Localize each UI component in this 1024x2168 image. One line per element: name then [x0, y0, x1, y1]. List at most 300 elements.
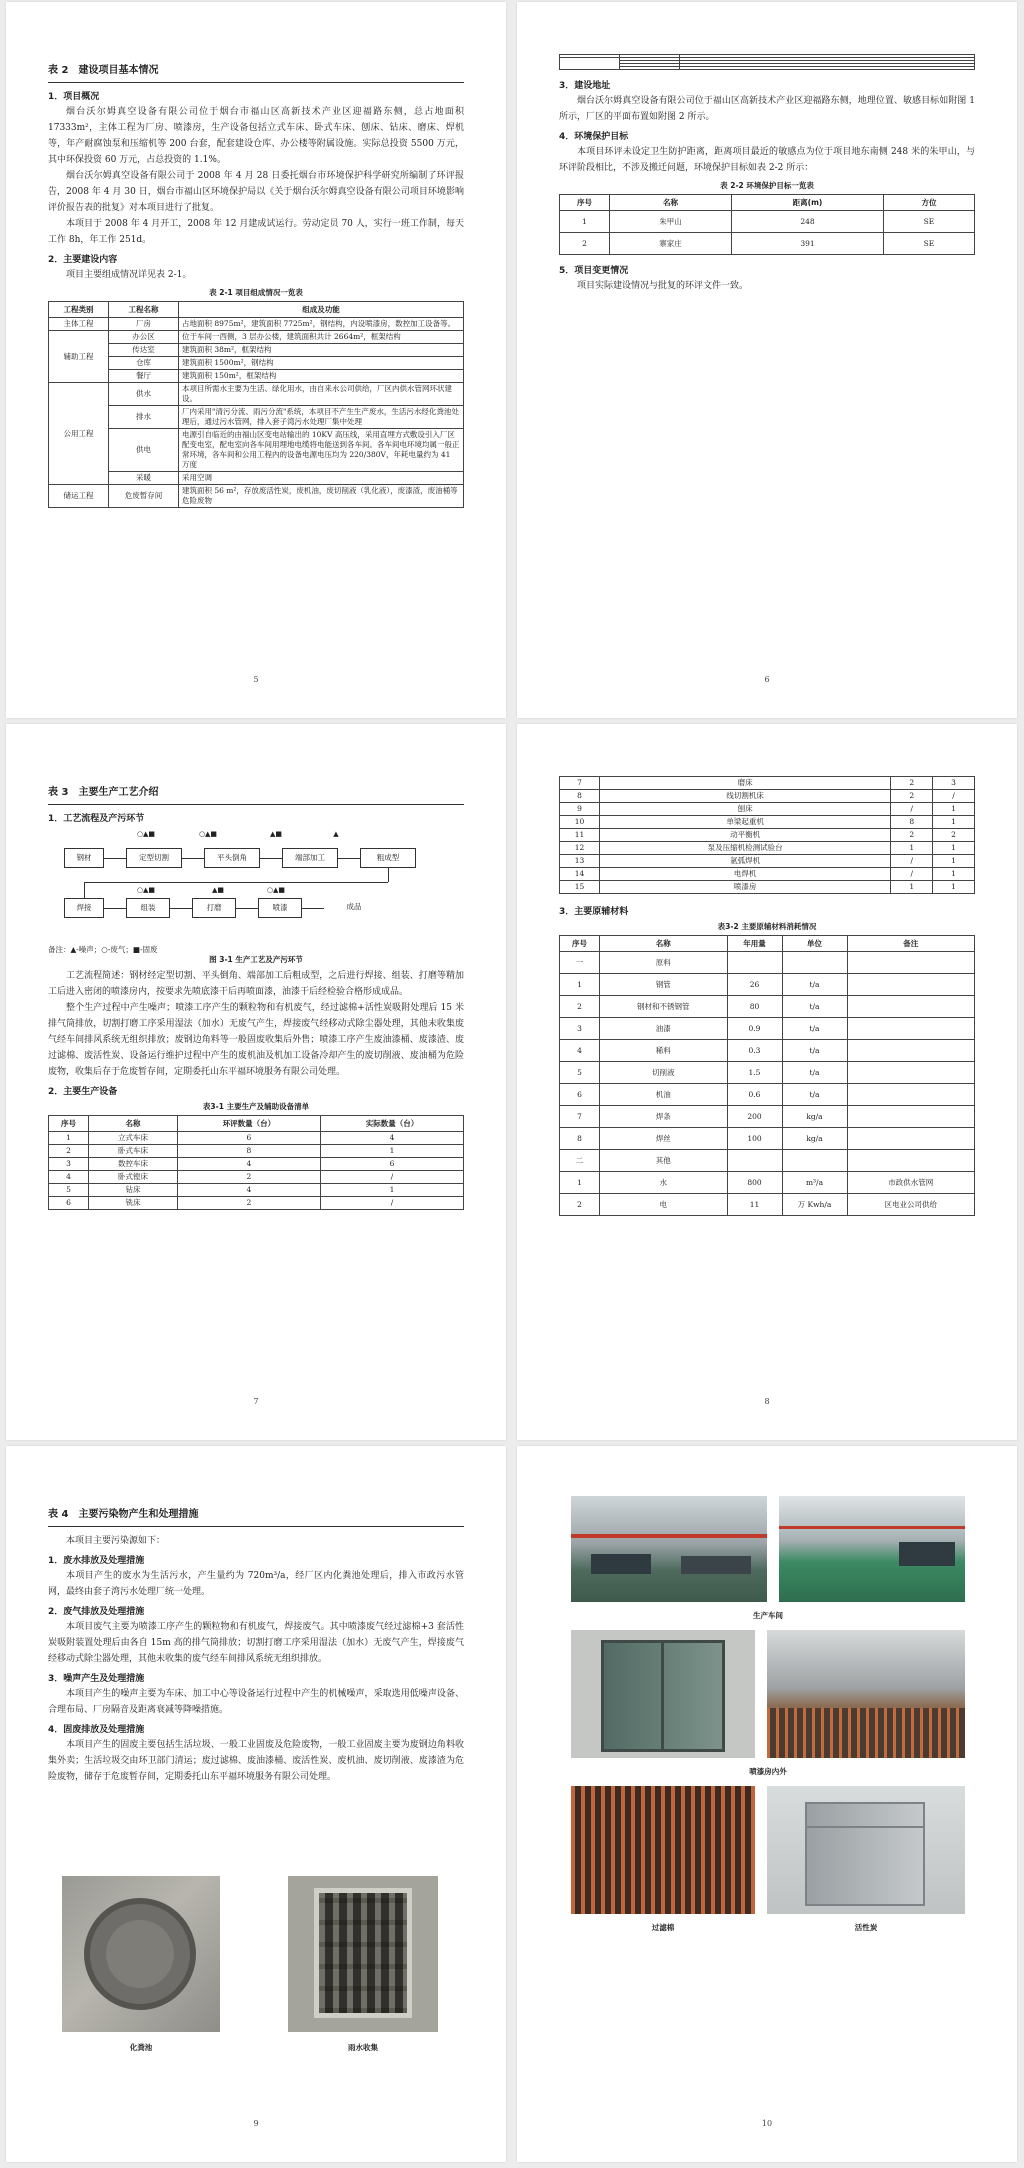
- cell: 市政供水管网: [847, 1172, 975, 1194]
- cell: 11: [560, 829, 600, 842]
- cell: 电焊机: [600, 868, 891, 881]
- flow-step: 粗成型: [360, 848, 416, 868]
- table-header-row: [49, 302, 464, 318]
- table-caption: 表 2-2 环境保护目标一览表: [720, 181, 814, 190]
- cell: 1: [933, 816, 975, 829]
- cell: [847, 1150, 975, 1172]
- table-row: [560, 1084, 975, 1106]
- flow-step: 打磨: [192, 898, 236, 918]
- cell: 电: [600, 1194, 728, 1216]
- table-header-row: [49, 1116, 464, 1132]
- cell: 钻床: [89, 1184, 178, 1197]
- table-row: [49, 344, 464, 357]
- cell: 油漆: [600, 1018, 728, 1040]
- desc-cell: 本项目所需水主要为生活、绿化用水，由自来水公司供给，厂区内供水管网环状建设。: [179, 383, 464, 406]
- cell: 13: [560, 855, 600, 868]
- table-row: [560, 974, 975, 996]
- cell: /: [891, 855, 933, 868]
- page-9-content: [48, 1502, 464, 1785]
- table-row: [560, 790, 975, 803]
- pollution-marker: ○▲■: [136, 886, 156, 894]
- desc-cell: 建筑面积 38m²，框架结构: [179, 344, 464, 357]
- cell: 一: [560, 952, 600, 974]
- cell: 其他: [600, 1150, 728, 1172]
- table-row: [560, 881, 975, 894]
- paragraph: 工艺流程简述：钢材经定型切割、平头倒角、端部加工后粗成型，之后进行焊接、组装、打磨等精加工后进入密闭的喷漆房内，按要求先喷底漆干后再喷面漆，油漆干后经检验合格形成成品。: [48, 971, 464, 997]
- table-row: [560, 1172, 975, 1194]
- paragraph: 烟台沃尔姆真空设备有限公司位于烟台市福山区高新技术产业区迎福路东侧，总占地面积 17333m²，主体工程为厂房、喷漆房，生产设备包括立式车床、卧式车床、刨床、钻床、磨床、焊机等，年产耐腐蚀泵和压缩机等 200 台套，配套建设仓库、办公楼等附属设施。实际总投资 5500 万元，其中环保投资 60 万元，占总投资的 1.1%。: [48, 107, 464, 165]
- cell: 2: [560, 1194, 600, 1216]
- cell: /: [320, 1197, 463, 1210]
- crane-rail-shape: [571, 1534, 767, 1538]
- paragraph: 整个生产过程中产生噪声；喷漆工序产生的颗粒物和有机废气，经过滤棉+活性炭吸附处理后 15 米排气筒排放，切割打磨工序采用湿法（加水）无废气产生，焊接废气经移动式除尘器处理，其他未收集废气经车间排风系统无组织排放；废钢边角料等一般固废收集后外售；喷漆工序产生废油漆桶、废漆渣、废过滤棉、废活性炭、设备运行维护过程中产生的废机油及机加工设备冷却产生的废切削液、废油桶为危险废物，收集后存于危废暂存间，定期委托山东平福环境服务有限公司处理。: [48, 1003, 464, 1077]
- table-4-heading: 表 4 主要污染物产生和处理措施: [48, 1509, 199, 1520]
- flow-arrow: [260, 858, 282, 859]
- table-caption: 表3-1 主要生产及辅助设备清单: [202, 1102, 310, 1111]
- cell: t/a: [782, 1084, 847, 1106]
- flow-step: 组装: [126, 898, 170, 918]
- pollution-marker: ○▲■: [136, 830, 156, 838]
- flow-step: 平头倒角: [204, 848, 260, 868]
- page-number: 6: [764, 675, 770, 684]
- cell: 9: [560, 803, 600, 816]
- desc-cell: 建筑面积 56 m²，存放废活性炭，废机油，废切削液（乳化液），废漆渣，废油桶等危险废物: [179, 485, 464, 508]
- cell: 二: [560, 1150, 600, 1172]
- table-row: [560, 233, 975, 255]
- cell: 248: [732, 211, 884, 233]
- table-row: [560, 952, 975, 974]
- table-header-row: [560, 936, 975, 952]
- cell: [727, 1150, 782, 1172]
- cell: 稀料: [600, 1040, 728, 1062]
- table-row: [560, 67, 975, 70]
- cell: kg/a: [782, 1128, 847, 1150]
- cell: 水: [600, 1172, 728, 1194]
- page-6: [517, 2, 1017, 718]
- flow-legend: 备注：▲-噪声；○-废气；■-固废: [48, 945, 158, 954]
- name-cell: 排水: [109, 406, 179, 429]
- section-title: 1．工艺流程及产污环节: [48, 814, 145, 824]
- cell: t/a: [782, 1040, 847, 1062]
- name-cell: [620, 67, 680, 70]
- table-row: [560, 211, 975, 233]
- cell: 8: [560, 790, 600, 803]
- cell: 焊条: [600, 1106, 728, 1128]
- table-row: [560, 842, 975, 855]
- name-cell: 供电: [109, 429, 179, 472]
- page-number: 5: [253, 675, 259, 684]
- table-row: [560, 1018, 975, 1040]
- section-title: 2．主要生产设备: [48, 1087, 118, 1097]
- table-row: [49, 370, 464, 383]
- paragraph: 本项目环评未设定卫生防护距离，距离项目最近的敏感点为位于项目地东南侧 248 米的朱甲山，与环评阶段相比，不涉及搬迁问题，环境保护目标如表 2-2 所示：: [559, 147, 975, 173]
- column-header: 序号: [560, 936, 600, 952]
- paragraph: 本项目废气主要为喷漆工序产生的颗粒物和有机废气，焊接废气。其中喷漆废气经过滤棉+3 套活性炭吸附装置处理后由各自 15m 高的排气筒排放；切割打磨工序采用湿法（加水）无废气产生，焊接废气经移动式除尘器处理，其他未收集的废气经车间排风系统无组织排放。: [48, 1622, 464, 1664]
- category-cell: 主体工程: [49, 318, 109, 331]
- page-6-content: [559, 54, 975, 294]
- cell: 6: [49, 1197, 89, 1210]
- desc-cell: 占地面积 8975m²，建筑面积 7725m²，钢结构，内设喷漆房，数控加工设备等。: [179, 318, 464, 331]
- name-cell: 供水: [109, 383, 179, 406]
- cell: 7: [560, 1106, 600, 1128]
- photo-caption: 化粪池: [129, 2043, 153, 2052]
- pollution-marker: ○▲■: [266, 886, 286, 894]
- cell: 2: [560, 233, 610, 255]
- flow-arrow: [182, 858, 204, 859]
- cell: /: [933, 790, 975, 803]
- equipment-table-cont: [559, 776, 975, 894]
- page-number: 9: [253, 2119, 259, 2128]
- table-row: [560, 1106, 975, 1128]
- desc-cell: 采用空调: [179, 472, 464, 485]
- flow-step: 定型切割: [126, 848, 182, 868]
- flow-arrow: [104, 908, 126, 909]
- flow-arrow: [236, 908, 258, 909]
- cell: 万 Kwh/a: [782, 1194, 847, 1216]
- cell: 200: [727, 1106, 782, 1128]
- flow-arrow: [338, 858, 360, 859]
- flow-step: 焊接: [64, 898, 104, 918]
- section-title: 1．废水排放及处理措施: [48, 1556, 145, 1566]
- cell: 800: [727, 1172, 782, 1194]
- cell: 氩弧焊机: [600, 855, 891, 868]
- protection-target-table: [559, 194, 975, 255]
- page-5: [6, 2, 506, 718]
- table-row: [49, 429, 464, 472]
- page-7: [6, 724, 506, 1440]
- project-composition-table: [48, 301, 464, 508]
- section-title: 4．环境保护目标: [559, 132, 629, 142]
- table-caption: 表3-2 主要原辅材料消耗情况: [717, 922, 817, 931]
- photo-caption: 雨水收集: [348, 2043, 378, 2052]
- table-row: [49, 318, 464, 331]
- column-header: 环评数量（台）: [177, 1116, 320, 1132]
- flow-connector: [84, 882, 388, 883]
- cell: 数控车床: [89, 1158, 178, 1171]
- flow-step: 喷漆: [258, 898, 302, 918]
- page-number: 7: [253, 1397, 259, 1406]
- heading-rule: [48, 1526, 464, 1527]
- cell: [727, 952, 782, 974]
- machine-shape: [899, 1542, 955, 1566]
- cell: 15: [560, 881, 600, 894]
- paragraph: 烟台沃尔姆真空设备有限公司于 2008 年 4 月 28 日委托烟台市环境保护科学研究所编制了环评报告，2008 年 4 月 30 日，烟台市福山区环境保护局以《关于烟台沃尔姆真空设备有限公司项目环境影响评价报告表的批复》对本项目进行了批复。: [48, 171, 464, 213]
- carbon-box-seam: [805, 1826, 925, 1828]
- desc-cell: 厂内采用"清污分流、雨污分流"系统，本项目不产生生产废水，生活污水经化粪池处理后，通过污水管网，排入套子湾污水处理厂集中处理: [179, 406, 464, 429]
- cell: [847, 974, 975, 996]
- column-header: 组成及功能: [179, 302, 464, 318]
- cell: 1: [933, 881, 975, 894]
- flow-connector: [84, 882, 85, 898]
- table-row: [49, 383, 464, 406]
- cell: 1: [891, 842, 933, 855]
- cell: 2: [933, 829, 975, 842]
- manhole-inner-shape: [106, 1920, 174, 1988]
- desc-cell: 位于车间一西侧，3 层办公楼，建筑面积共计 2664m²，框架结构: [179, 331, 464, 344]
- cell: 切削液: [600, 1062, 728, 1084]
- paint-booth-photo-1: [571, 1630, 755, 1758]
- column-header: 年用量: [727, 936, 782, 952]
- column-header: 工程类别: [49, 302, 109, 318]
- cell: 11: [727, 1194, 782, 1216]
- cell: 6: [560, 1084, 600, 1106]
- table-row: [49, 1171, 464, 1184]
- cell: 2: [891, 829, 933, 842]
- cell: 5: [49, 1184, 89, 1197]
- paragraph: 烟台沃尔姆真空设备有限公司位于福山区高新技术产业区迎福路东侧，地理位置、敏感目标如附图 1 所示，厂区的平面布置如附图 2 所示。: [559, 96, 975, 122]
- cell: 10: [560, 816, 600, 829]
- cell: 钢管: [600, 974, 728, 996]
- paragraph: 项目实际建设情况与批复的环评文件一致。: [577, 281, 749, 291]
- filter-cotton-photo: [571, 1786, 755, 1914]
- cell: /: [891, 868, 933, 881]
- page-8-content: [559, 776, 975, 1216]
- cell: 1: [891, 881, 933, 894]
- cell: 12: [560, 842, 600, 855]
- pollution-marker: ▲■: [270, 830, 282, 838]
- table-row: [49, 1158, 464, 1171]
- table-3-heading: 表 3 主要生产工艺介绍: [48, 787, 159, 798]
- cell: 朱甲山: [610, 211, 732, 233]
- section-title: 2．废气排放及处理措施: [48, 1607, 145, 1617]
- cell: 动平衡机: [600, 829, 891, 842]
- category-cell: 储运工程: [49, 485, 109, 508]
- page-number: 10: [761, 2119, 773, 2128]
- cell: t/a: [782, 996, 847, 1018]
- cell: 391: [732, 233, 884, 255]
- name-cell: 厂房: [109, 318, 179, 331]
- cell: 单梁起重机: [600, 816, 891, 829]
- workshop-photo-1: [571, 1496, 767, 1602]
- project-composition-table-cont: [559, 54, 975, 70]
- cell: 铣床: [89, 1197, 178, 1210]
- cell: 6: [320, 1158, 463, 1171]
- cell: 立式车床: [89, 1132, 178, 1145]
- section-title: 1．项目概况: [48, 92, 100, 102]
- cell: 1: [933, 855, 975, 868]
- pollution-marker: ○▲■: [198, 830, 218, 838]
- paragraph: 本项目产生的固废主要包括生活垃圾、一般工业固废及危险废物，一般工业固废主要为废钢边角料收集外卖；生活垃圾交由环卫部门清运；废过滤棉、废油漆桶、废活性炭、废机油、废切削液、废漆渣为危险废物，储存于危废暂存间，定期委托山东平福环境服务有限公司处理。: [48, 1740, 464, 1782]
- cell: 1: [320, 1184, 463, 1197]
- cell: 4: [49, 1171, 89, 1184]
- table-row: [49, 331, 464, 344]
- column-header: 距离(m): [732, 195, 884, 211]
- cell: 8: [177, 1145, 320, 1158]
- cell: [847, 1084, 975, 1106]
- machine-shape: [681, 1556, 751, 1574]
- flow-step: 钢材: [64, 848, 104, 868]
- cell: [847, 1018, 975, 1040]
- column-header: 单位: [782, 936, 847, 952]
- column-header: 序号: [49, 1116, 89, 1132]
- paint-booth-photo-2: [767, 1630, 965, 1758]
- desc-cell: 建筑面积 150m²，框架结构: [179, 370, 464, 383]
- materials-table: [559, 935, 975, 1216]
- cell: 1: [933, 868, 975, 881]
- flow-connector: [388, 868, 389, 882]
- table-row: [49, 1184, 464, 1197]
- cell: 1: [320, 1145, 463, 1158]
- cell: 卧式镗床: [89, 1171, 178, 1184]
- table-row: [560, 996, 975, 1018]
- table-row: [49, 406, 464, 429]
- table-row: [560, 868, 975, 881]
- table-row: [49, 1197, 464, 1210]
- cell: /: [891, 803, 933, 816]
- desc-cell: [680, 67, 975, 70]
- cell: 寨家庄: [610, 233, 732, 255]
- name-cell: 餐厅: [109, 370, 179, 383]
- cell: t/a: [782, 1018, 847, 1040]
- figure-caption: 图 3-1 生产工艺及产污环节: [209, 955, 303, 964]
- cell: [782, 952, 847, 974]
- column-header: 方位: [883, 195, 974, 211]
- table-2-heading: 表 2 建设项目基本情况: [48, 65, 159, 76]
- cell: 5: [560, 1062, 600, 1084]
- section-title: 4．固废排放及处理措施: [48, 1725, 145, 1735]
- cell: SE: [883, 233, 974, 255]
- cell: 磨床: [600, 777, 891, 790]
- cell: 2: [560, 996, 600, 1018]
- heading-rule: [48, 82, 464, 83]
- cell: 100: [727, 1128, 782, 1150]
- paragraph: 本项目产生的噪声主要为车床、加工中心等设备运行过程中产生的机械噪声，采取选用低噪声设备、合理布局、厂房隔音及距离衰减等降噪措施。: [48, 1689, 464, 1715]
- rainwater-drain-photo: [288, 1876, 438, 2032]
- column-header: 名称: [610, 195, 732, 211]
- section-title: 3．主要原辅材料: [559, 907, 629, 917]
- paragraph: 本项目产生的废水为生活污水，产生量约为 720m³/a，经厂区内化粪池处理后，排入市政污水管网，最终由套子湾污水处理厂统一处理。: [48, 1571, 464, 1597]
- name-cell: 危废暂存间: [109, 485, 179, 508]
- cell: 4: [320, 1132, 463, 1145]
- table-row: [49, 1145, 464, 1158]
- cell: 2: [177, 1197, 320, 1210]
- cell: 3: [933, 777, 975, 790]
- name-cell: 采暖: [109, 472, 179, 485]
- section-title: 2．主要建设内容: [48, 255, 118, 265]
- cell: 3: [49, 1158, 89, 1171]
- cell: 区电业公司供给: [847, 1194, 975, 1216]
- cell: 焊丝: [600, 1128, 728, 1150]
- pollution-marker: ▲■: [212, 886, 224, 894]
- carbon-box-shape: [805, 1802, 925, 1906]
- table-row: [49, 1132, 464, 1145]
- flow-arrow: [170, 908, 192, 909]
- septic-tank-photo: [62, 1876, 220, 2032]
- cell: t/a: [782, 974, 847, 996]
- table-row: [560, 777, 975, 790]
- cell: 26: [727, 974, 782, 996]
- column-header: 备注: [847, 936, 975, 952]
- table-row: [560, 1040, 975, 1062]
- page-10: [517, 1446, 1017, 2162]
- activated-carbon-photo: [767, 1786, 965, 1914]
- flow-arrow: [302, 908, 324, 909]
- cell: SE: [883, 211, 974, 233]
- column-header: 序号: [560, 195, 610, 211]
- cell: [847, 952, 975, 974]
- page-5-content: [48, 58, 464, 508]
- column-header: 实际数量（台）: [320, 1116, 463, 1132]
- machine-shape: [591, 1554, 651, 1574]
- cell: 2: [891, 790, 933, 803]
- equipment-table: [48, 1115, 464, 1210]
- cell: [847, 1128, 975, 1150]
- cell: 6: [177, 1132, 320, 1145]
- cell: 0.6: [727, 1084, 782, 1106]
- crane-rail-shape: [779, 1526, 965, 1529]
- column-header: 名称: [89, 1116, 178, 1132]
- drain-grate-shape: [314, 1888, 412, 2018]
- cell: 4: [177, 1184, 320, 1197]
- heading-rule: [48, 804, 464, 805]
- cell: 7: [560, 777, 600, 790]
- flow-step: 成品: [324, 898, 384, 918]
- page-9: [6, 1446, 506, 2162]
- table-row: [560, 855, 975, 868]
- section-title: 5．项目变更情况: [559, 266, 629, 276]
- table-row: [560, 1128, 975, 1150]
- category-cell: [560, 58, 620, 70]
- cell: 机油: [600, 1084, 728, 1106]
- cell: 1: [49, 1132, 89, 1145]
- category-cell: 公用工程: [49, 383, 109, 485]
- cell: 1: [560, 974, 600, 996]
- cell: kg/a: [782, 1106, 847, 1128]
- cell: /: [320, 1171, 463, 1184]
- column-header: 名称: [600, 936, 728, 952]
- category-cell: 辅助工程: [49, 331, 109, 383]
- page-7-content: [48, 780, 464, 1210]
- table-row: [560, 1194, 975, 1216]
- cell: [847, 1106, 975, 1128]
- cell: 1: [560, 211, 610, 233]
- photo-caption: 活性炭: [854, 1923, 878, 1932]
- cell: 4: [560, 1040, 600, 1062]
- table-caption: 表 2-1 项目组成情况一览表: [209, 288, 303, 297]
- cell: [782, 1150, 847, 1172]
- cell: 卧式车床: [89, 1145, 178, 1158]
- photo-caption: 生产车间: [753, 1611, 783, 1620]
- photo-caption: 喷漆房内外: [749, 1767, 787, 1776]
- booth-door-seam: [661, 1640, 664, 1752]
- page-8: [517, 724, 1017, 1440]
- paragraph: 本项目主要污染源如下：: [66, 1536, 166, 1546]
- name-cell: 仓库: [109, 357, 179, 370]
- cell: 8: [560, 1128, 600, 1150]
- cell: 0.9: [727, 1018, 782, 1040]
- cell: 2: [49, 1145, 89, 1158]
- cell: [847, 1062, 975, 1084]
- cell: 1: [933, 842, 975, 855]
- table-row: [560, 829, 975, 842]
- name-cell: 传达室: [109, 344, 179, 357]
- cell: 喷漆房: [600, 881, 891, 894]
- cell: [847, 996, 975, 1018]
- column-header: 工程名称: [109, 302, 179, 318]
- table-row: [560, 1150, 975, 1172]
- name-cell: 办公区: [109, 331, 179, 344]
- table-row: [560, 1062, 975, 1084]
- table-row: [560, 816, 975, 829]
- table-row: [49, 485, 464, 508]
- cell: 原料: [600, 952, 728, 974]
- cell: [847, 1040, 975, 1062]
- table-header-row: [560, 195, 975, 211]
- cell: m³/a: [782, 1172, 847, 1194]
- cell: 3: [560, 1018, 600, 1040]
- section-title: 3．噪声产生及处理措施: [48, 1674, 145, 1684]
- cell: 1.5: [727, 1062, 782, 1084]
